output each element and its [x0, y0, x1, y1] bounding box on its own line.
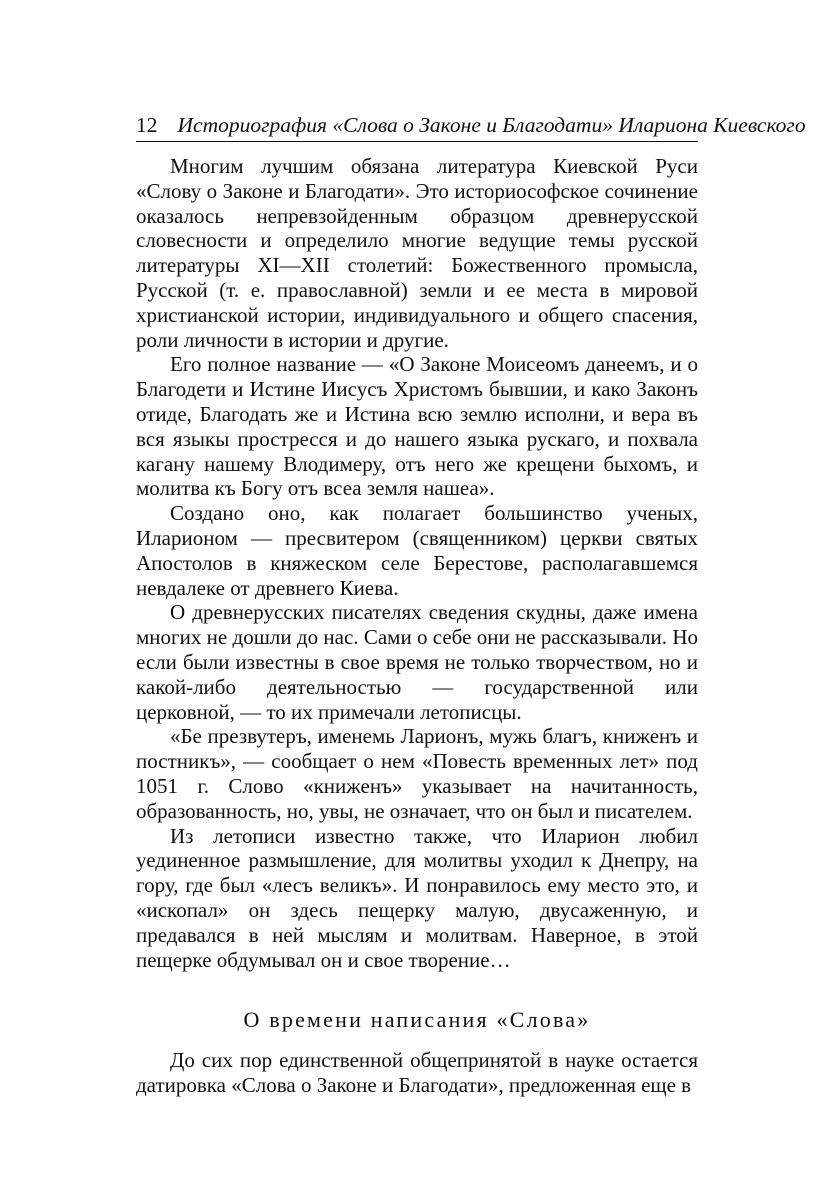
paragraph: Создано оно, как полагает большинство ученых, Иларионом — пресвитером (священником) церкви святых Апостолов в княжеском селе Берестове, располагавшемся невдалеке от древнего Киева.: [136, 501, 698, 600]
running-title: Историография «Слова о Законе и Благодати» Илариона Киевского: [177, 113, 806, 137]
body-text: [136, 154, 698, 1098]
book-page: [136, 112, 806, 1098]
running-header: [136, 112, 806, 142]
page-number: 12: [136, 113, 158, 137]
paragraph: О древнерусских писателях сведения скудны, даже имена многих не дошли до нас. Сами о себе они не рассказывали. Но если были известны в свое время не только творчеством, но и какой-либо деятельностью — государственной или церковной, — то их примечали летописцы.: [136, 600, 698, 724]
paragraph: Из летописи известно также, что Иларион любил уединенное размышление, для молитвы уходил к Днепру, на гору, где был «лесъ великъ». И понравилось ему место это, и «ископал» он здесь пещерку малую, двусаженную, и предавался в ней мыслям и молитвам. Наверное, в этой пещерке обдумывал он и свое творение…: [136, 823, 698, 972]
paragraph: Многим лучшим обязана литература Киевской Руси «Слову о Законе и Благодати». Это историософское сочинение оказалось непревзойденным образцом древнерусской словесности и определило многие ведущие темы русской литературы XI—XII столетий: Божественного промысла, Русской (т. е. православной) земли и ее места в мировой христианской истории, индивидуального и общего спасения, роли личности в истории и другие.: [136, 154, 698, 352]
paragraph: Его полное название — «О Законе Моисеомъ данеемъ, и о Благодети и Истине Иисусъ Христомъ бывшии, и како Законъ отиде, Благодать же и Истина всю землю исполни, и вера въ вся языкы простресся и до нашего языка рускаго, и похвала кагану нашему Влодимеру, отъ него же крещени быхомъ, и молитва къ Богу отъ всеа земля нашеа».: [136, 352, 698, 501]
paragraph: До сих пор единственной общепринятой в науке остается датировка «Слова о Законе и Благодати», предложенная еще в: [136, 1048, 698, 1098]
paragraph: «Бе презвутеръ, именемь Ларионъ, мужь благъ, книженъ и постникъ», — сообщает о нем «Повесть временных лет» под 1051 г. Слово «книженъ» указывает на начитанность, образованность, но, увы, не означает, что он был и писателем.: [136, 724, 698, 823]
section-heading: О времени написания «Слова»: [243, 1007, 591, 1033]
